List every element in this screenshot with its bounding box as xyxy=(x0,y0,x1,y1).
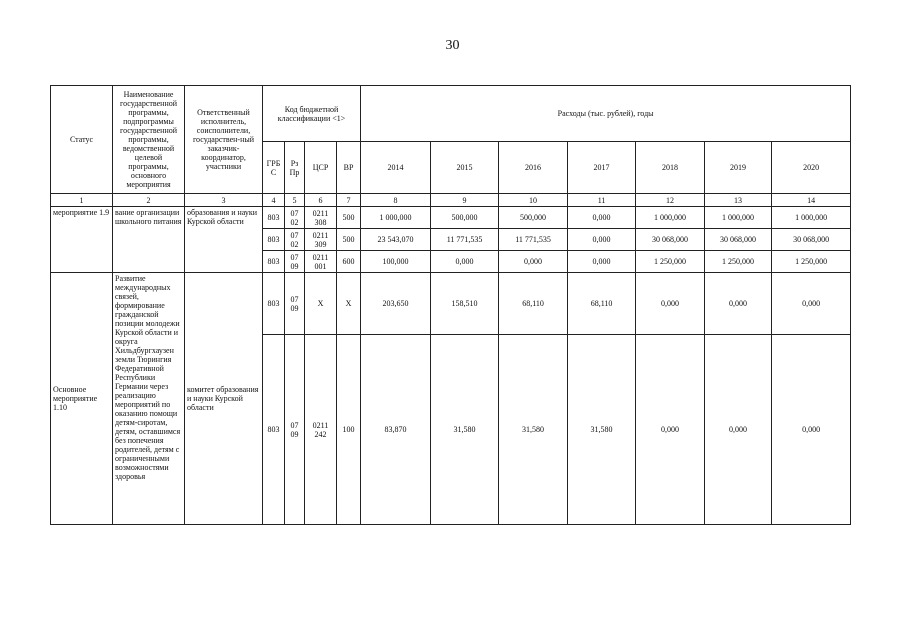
value-cell: 0,000 xyxy=(772,335,851,525)
header-code-group: Код бюджетной классификации <1> xyxy=(263,86,361,142)
budget-table xyxy=(50,85,851,525)
value-cell: 11 771,535 xyxy=(431,229,499,251)
value-cell: 31,580 xyxy=(431,335,499,525)
value-cell: 203,650 xyxy=(361,273,431,335)
value-cell: 1 000,000 xyxy=(705,207,772,229)
grbs-cell: 803 xyxy=(263,273,285,335)
column-number: 10 xyxy=(499,194,568,207)
name-cell: вание организации школьного питания xyxy=(113,207,185,273)
value-cell: 83,870 xyxy=(361,335,431,525)
header-status: Статус xyxy=(51,86,113,194)
grbs-cell: 803 xyxy=(263,251,285,273)
rzpr-cell: 07 09 xyxy=(285,273,305,335)
value-cell: 23 543,070 xyxy=(361,229,431,251)
header-year: 2017 xyxy=(568,142,636,194)
value-cell: 1 000,000 xyxy=(636,207,705,229)
header-grbs: ГРБ С xyxy=(263,142,285,194)
value-cell: 0,000 xyxy=(772,273,851,335)
value-cell: 500,000 xyxy=(499,207,568,229)
value-cell: 0,000 xyxy=(705,335,772,525)
value-cell: 0,000 xyxy=(636,273,705,335)
header-year: 2016 xyxy=(499,142,568,194)
value-cell: 0,000 xyxy=(568,251,636,273)
rzpr-cell: 07 02 xyxy=(285,229,305,251)
value-cell: 0,000 xyxy=(499,251,568,273)
table-row xyxy=(51,273,851,335)
column-number: 3 xyxy=(185,194,263,207)
column-number: 4 xyxy=(263,194,285,207)
header-rzpr: Рз Пр xyxy=(285,142,305,194)
vr-cell: 100 xyxy=(337,335,361,525)
csr-cell: 0211 242 xyxy=(305,335,337,525)
value-cell: 0,000 xyxy=(705,273,772,335)
grbs-cell: 803 xyxy=(263,335,285,525)
value-cell: 0,000 xyxy=(636,335,705,525)
responsible-cell: образования и науки Курской области xyxy=(185,207,263,273)
csr-cell: 0211 309 xyxy=(305,229,337,251)
value-cell: 1 000,000 xyxy=(361,207,431,229)
column-number: 11 xyxy=(568,194,636,207)
rzpr-cell: 07 02 xyxy=(285,207,305,229)
header-expenses-group: Расходы (тыс. рублей), годы xyxy=(361,86,851,142)
column-number: 6 xyxy=(305,194,337,207)
vr-cell: X xyxy=(337,273,361,335)
rzpr-cell: 07 09 xyxy=(285,251,305,273)
csr-cell: X xyxy=(305,273,337,335)
value-cell: 1 250,000 xyxy=(636,251,705,273)
header-vr: ВР xyxy=(337,142,361,194)
column-number: 7 xyxy=(337,194,361,207)
value-cell: 68,110 xyxy=(499,273,568,335)
value-cell: 0,000 xyxy=(568,229,636,251)
page-number: 30 xyxy=(445,38,460,53)
vr-cell: 500 xyxy=(337,229,361,251)
header-year: 2020 xyxy=(772,142,851,194)
vr-cell: 500 xyxy=(337,207,361,229)
name-cell: Развитие международных связей, формирование гражданской позиции молодежи Курской области и округа Хильдбургхаузен земли Тюрингия Федеративной Республики Германии через реализацию мероприятий по оказанию помощи детям-сиротам, детям, оставшимся без попечения родителей, детям с ограниченными возможностями здоровья xyxy=(113,273,185,525)
header-year: 2018 xyxy=(636,142,705,194)
header-name: Наименование государственной программы, подпрограммы государственной программы, ведомственной целевой программы, основного мероприятия xyxy=(113,86,185,194)
column-number: 12 xyxy=(636,194,705,207)
status-cell: Основное мероприятие 1.10 xyxy=(51,273,113,525)
value-cell: 11 771,535 xyxy=(499,229,568,251)
rzpr-cell: 07 09 xyxy=(285,335,305,525)
csr-cell: 0211 308 xyxy=(305,207,337,229)
status-cell: мероприятие 1.9 xyxy=(51,207,113,273)
column-number-row xyxy=(51,194,851,207)
column-number: 1 xyxy=(51,194,113,207)
value-cell: 30 068,000 xyxy=(636,229,705,251)
vr-cell: 600 xyxy=(337,251,361,273)
table-row xyxy=(51,207,851,229)
value-cell: 1 000,000 xyxy=(772,207,851,229)
value-cell: 100,000 xyxy=(361,251,431,273)
header-year: 2014 xyxy=(361,142,431,194)
value-cell: 30 068,000 xyxy=(772,229,851,251)
grbs-cell: 803 xyxy=(263,207,285,229)
value-cell: 31,580 xyxy=(499,335,568,525)
value-cell: 31,580 xyxy=(568,335,636,525)
value-cell: 500,000 xyxy=(431,207,499,229)
responsible-cell: комитет образования и науки Курской области xyxy=(185,273,263,525)
value-cell: 0,000 xyxy=(568,207,636,229)
value-cell: 68,110 xyxy=(568,273,636,335)
header-row-1 xyxy=(51,86,851,142)
header-year: 2015 xyxy=(431,142,499,194)
header-year: 2019 xyxy=(705,142,772,194)
value-cell: 1 250,000 xyxy=(705,251,772,273)
column-number: 2 xyxy=(113,194,185,207)
value-cell: 0,000 xyxy=(431,251,499,273)
column-number: 13 xyxy=(705,194,772,207)
value-cell: 1 250,000 xyxy=(772,251,851,273)
header-csr: ЦСР xyxy=(305,142,337,194)
csr-cell: 0211 001 xyxy=(305,251,337,273)
column-number: 8 xyxy=(361,194,431,207)
column-number: 9 xyxy=(431,194,499,207)
column-number: 14 xyxy=(772,194,851,207)
grbs-cell: 803 xyxy=(263,229,285,251)
column-number: 5 xyxy=(285,194,305,207)
value-cell: 30 068,000 xyxy=(705,229,772,251)
value-cell: 158,510 xyxy=(431,273,499,335)
header-responsible: Ответственный исполнитель, соисполнители, государствен-ный заказчик-координатор, участники xyxy=(185,86,263,194)
